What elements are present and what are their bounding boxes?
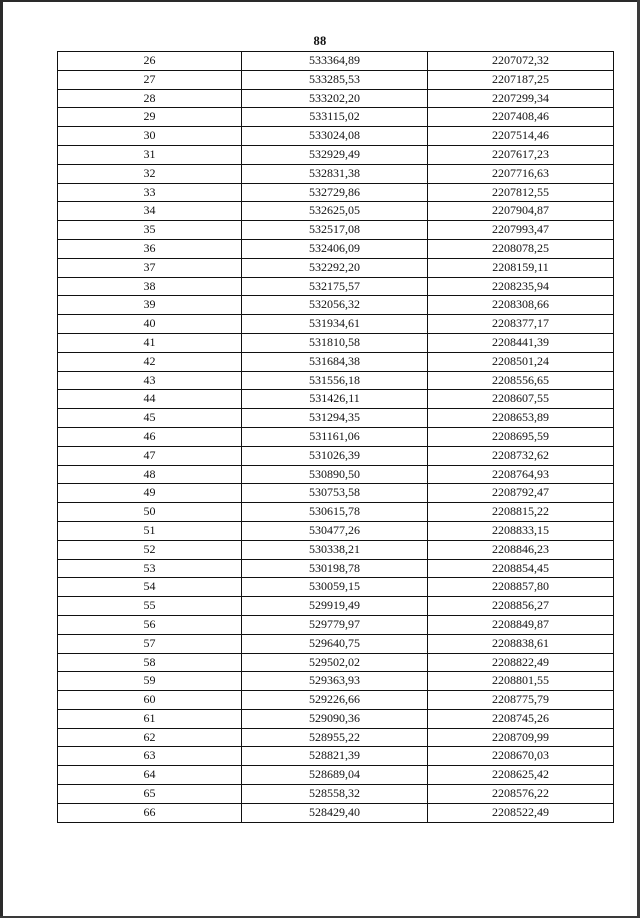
cell-text: 529919,49 [309,598,360,613]
cell-text: 63 [143,748,156,763]
cell-text: 2208501,24 [492,353,549,368]
x-coordinate-cell [242,503,428,522]
point-number-cell [58,315,242,334]
cell-text: 528955,22 [309,729,360,744]
cell-text: 29 [143,109,156,124]
cell-text: 2208764,93 [492,466,549,481]
cell-text: 2207299,34 [492,90,549,105]
table-row [58,333,614,352]
x-coordinate-cell [242,465,428,484]
cell-text: 2208745,26 [492,710,549,725]
point-number-cell [58,409,242,428]
x-coordinate-cell [242,202,428,221]
cell-text: 2208607,55 [492,391,549,406]
y-coordinate-cell [428,145,614,164]
cell-text: 2207993,47 [492,222,549,237]
cell-text: 36 [143,240,156,255]
cell-text: 2208854,45 [492,560,549,575]
point-number-cell [58,465,242,484]
cell-text: 2207812,55 [492,184,549,199]
cell-text: 533115,02 [309,109,360,124]
cell-text: 50 [143,504,156,519]
x-coordinate-cell [242,597,428,616]
x-coordinate-cell [242,540,428,559]
point-number-cell [58,672,242,691]
point-number-cell [58,615,242,634]
point-number-cell [58,352,242,371]
point-number-cell [58,221,242,240]
y-coordinate-cell [428,333,614,352]
y-coordinate-cell [428,70,614,89]
x-coordinate-cell [242,333,428,352]
x-coordinate-cell [242,277,428,296]
point-number-cell [58,89,242,108]
cell-text: 66 [143,804,156,819]
table-row [58,672,614,691]
point-number-cell [58,446,242,465]
y-coordinate-cell [428,465,614,484]
cell-text: 2208732,62 [492,447,549,462]
cell-text: 532517,08 [309,222,360,237]
y-coordinate-cell [428,634,614,653]
point-number-cell [58,145,242,164]
cell-text: 529502,02 [309,654,360,669]
table-row [58,183,614,202]
table-row [58,709,614,728]
y-coordinate-cell [428,277,614,296]
point-number-cell [58,766,242,785]
cell-text: 528558,32 [309,786,360,801]
y-coordinate-cell [428,89,614,108]
cell-text: 52 [143,541,156,556]
y-coordinate-cell [428,52,614,71]
cell-text: 2207716,63 [492,165,549,180]
x-coordinate-cell [242,615,428,634]
point-number-cell [58,691,242,710]
cell-text: 2208846,23 [492,541,549,556]
table-row [58,503,614,522]
y-coordinate-cell [428,709,614,728]
cell-text: 2208833,15 [492,522,549,537]
x-coordinate-cell [242,409,428,428]
cell-text: 65 [143,786,156,801]
x-coordinate-cell [242,446,428,465]
scan-border-left [0,0,3,918]
cell-text: 529779,97 [309,616,360,631]
cell-text: 531684,38 [309,353,360,368]
y-coordinate-cell [428,296,614,315]
cell-text: 532406,09 [309,240,360,255]
cell-text: 2208801,55 [492,673,549,688]
cell-text: 532625,05 [309,203,360,218]
y-coordinate-cell [428,315,614,334]
cell-text: 528689,04 [309,767,360,782]
table-row [58,89,614,108]
y-coordinate-cell [428,559,614,578]
cell-text: 44 [143,391,156,406]
x-coordinate-cell [242,559,428,578]
table-row [58,615,614,634]
cell-text: 529640,75 [309,635,360,650]
y-coordinate-cell [428,653,614,672]
table-row [58,521,614,540]
y-coordinate-cell [428,728,614,747]
table-row [58,446,614,465]
table-row [58,70,614,89]
point-number-cell [58,296,242,315]
cell-text: 2208670,03 [492,748,549,763]
x-coordinate-cell [242,221,428,240]
cell-text: 31 [143,146,156,161]
cell-text: 530059,15 [309,579,360,594]
cell-text: 530890,50 [309,466,360,481]
point-number-cell [58,803,242,822]
point-number-cell [58,503,242,522]
cell-text: 56 [143,616,156,631]
y-coordinate-cell [428,427,614,446]
x-coordinate-cell [242,691,428,710]
cell-text: 530753,58 [309,485,360,500]
cell-text: 62 [143,729,156,744]
point-number-cell [58,728,242,747]
y-coordinate-cell [428,747,614,766]
x-coordinate-cell [242,145,428,164]
cell-text: 2208849,87 [492,616,549,631]
cell-text: 30 [143,128,156,143]
cell-text: 33 [143,184,156,199]
table-row [58,803,614,822]
table-row [58,728,614,747]
y-coordinate-cell [428,258,614,277]
cell-text: 2207187,25 [492,71,549,86]
cell-text: 57 [143,635,156,650]
table-row [58,352,614,371]
table-row [58,484,614,503]
cell-text: 51 [143,522,156,537]
table-row [58,127,614,146]
y-coordinate-cell [428,164,614,183]
cell-text: 532831,38 [309,165,360,180]
x-coordinate-cell [242,371,428,390]
table-row [58,239,614,258]
point-number-cell [58,559,242,578]
point-number-cell [58,634,242,653]
cell-text: 532056,32 [309,297,360,312]
cell-text: 531426,11 [309,391,360,406]
cell-text: 529226,66 [309,692,360,707]
cell-text: 530338,21 [309,541,360,556]
table-row [58,202,614,221]
cell-text: 34 [143,203,156,218]
cell-text: 40 [143,316,156,331]
table-row [58,634,614,653]
point-number-cell [58,371,242,390]
cell-text: 2208815,22 [492,504,549,519]
cell-text: 2208625,42 [492,767,549,782]
x-coordinate-cell [242,709,428,728]
cell-text: 528429,40 [309,804,360,819]
table-row [58,371,614,390]
table-row [58,164,614,183]
x-coordinate-cell [242,52,428,71]
cell-text: 49 [143,485,156,500]
point-number-cell [58,521,242,540]
point-number-cell [58,239,242,258]
cell-text: 2208695,59 [492,428,549,443]
y-coordinate-cell [428,352,614,371]
y-coordinate-cell [428,578,614,597]
table-row [58,653,614,672]
cell-text: 533202,20 [309,90,360,105]
cell-text: 2207514,46 [492,128,549,143]
cell-text: 2208235,94 [492,278,549,293]
point-number-cell [58,164,242,183]
point-number-cell [58,333,242,352]
cell-text: 532729,86 [309,184,360,199]
x-coordinate-cell [242,653,428,672]
y-coordinate-cell [428,446,614,465]
y-coordinate-cell [428,803,614,822]
cell-text: 59 [143,673,156,688]
cell-text: 2208078,25 [492,240,549,255]
cell-text: 35 [143,222,156,237]
cell-text: 58 [143,654,156,669]
point-number-cell [58,597,242,616]
cell-text: 2208377,17 [492,316,549,331]
cell-text: 28 [143,90,156,105]
cell-text: 46 [143,428,156,443]
point-number-cell [58,70,242,89]
y-coordinate-cell [428,484,614,503]
table-row [58,315,614,334]
y-coordinate-cell [428,691,614,710]
table-row [58,145,614,164]
y-coordinate-cell [428,540,614,559]
cell-text: 529090,36 [309,710,360,725]
x-coordinate-cell [242,352,428,371]
cell-text: 54 [143,579,156,594]
point-number-cell [58,540,242,559]
x-coordinate-cell [242,89,428,108]
cell-text: 528821,39 [309,748,360,763]
y-coordinate-cell [428,615,614,634]
cell-text: 530198,78 [309,560,360,575]
table-row [58,296,614,315]
y-coordinate-cell [428,597,614,616]
cell-text: 2208775,79 [492,692,549,707]
point-number-cell [58,127,242,146]
point-number-cell [58,785,242,804]
table-row [58,221,614,240]
page-number: 88 [313,34,327,48]
cell-text: 55 [143,598,156,613]
cell-text: 531294,35 [309,410,360,425]
cell-text: 2208522,49 [492,804,549,819]
y-coordinate-cell [428,409,614,428]
x-coordinate-cell [242,258,428,277]
point-number-cell [58,202,242,221]
cell-text: 531810,58 [309,334,360,349]
cell-text: 43 [143,372,156,387]
cell-text: 2208576,22 [492,786,549,801]
x-coordinate-cell [242,108,428,127]
y-coordinate-cell [428,239,614,258]
point-number-cell [58,427,242,446]
point-number-cell [58,709,242,728]
coordinates-table [57,51,614,823]
cell-text: 41 [143,334,156,349]
table-row [58,559,614,578]
cell-text: 38 [143,278,156,293]
cell-text: 27 [143,71,156,86]
cell-text: 47 [143,447,156,462]
x-coordinate-cell [242,634,428,653]
y-coordinate-cell [428,127,614,146]
y-coordinate-cell [428,766,614,785]
x-coordinate-cell [242,239,428,258]
cell-text: 529363,93 [309,673,360,688]
cell-text: 2207617,23 [492,146,549,161]
y-coordinate-cell [428,785,614,804]
cell-text: 531026,39 [309,447,360,462]
x-coordinate-cell [242,747,428,766]
table-row [58,465,614,484]
cell-text: 533285,53 [309,71,360,86]
cell-text: 2208856,27 [492,598,549,613]
scan-border-top [0,0,640,2]
y-coordinate-cell [428,503,614,522]
table-row [58,108,614,127]
cell-text: 530477,26 [309,522,360,537]
table-row [58,427,614,446]
x-coordinate-cell [242,70,428,89]
point-number-cell [58,52,242,71]
x-coordinate-cell [242,785,428,804]
cell-text: 2208159,11 [492,259,549,274]
cell-text: 2207408,46 [492,109,549,124]
y-coordinate-cell [428,672,614,691]
point-number-cell [58,108,242,127]
y-coordinate-cell [428,390,614,409]
x-coordinate-cell [242,484,428,503]
cell-text: 533364,89 [309,53,360,67]
point-number-cell [58,484,242,503]
cell-text: 532292,20 [309,259,360,274]
cell-text: 2207072,32 [492,53,549,67]
cell-text: 37 [143,259,156,274]
point-number-cell [58,390,242,409]
table-row [58,747,614,766]
point-number-cell [58,747,242,766]
x-coordinate-cell [242,766,428,785]
cell-text: 531934,61 [309,316,360,331]
x-coordinate-cell [242,164,428,183]
x-coordinate-cell [242,315,428,334]
cell-text: 2207904,87 [492,203,549,218]
table-row [58,540,614,559]
table-row [58,409,614,428]
cell-text: 532929,49 [309,146,360,161]
cell-text: 2208792,47 [492,485,549,500]
table-row [58,578,614,597]
cell-text: 2208709,99 [492,729,549,744]
table-row [58,52,614,71]
cell-text: 48 [143,466,156,481]
table-row [58,766,614,785]
cell-text: 2208653,89 [492,410,549,425]
cell-text: 45 [143,410,156,425]
y-coordinate-cell [428,108,614,127]
x-coordinate-cell [242,127,428,146]
table-row [58,258,614,277]
table-row [58,691,614,710]
cell-text: 2208556,65 [492,372,549,387]
cell-text: 42 [143,353,156,368]
cell-text: 531556,18 [309,372,360,387]
x-coordinate-cell [242,521,428,540]
cell-text: 26 [143,53,156,67]
point-number-cell [58,258,242,277]
cell-text: 64 [143,767,156,782]
y-coordinate-cell [428,221,614,240]
table-row [58,785,614,804]
cell-text: 2208308,66 [492,297,549,312]
point-number-cell [58,653,242,672]
cell-text: 60 [143,692,156,707]
x-coordinate-cell [242,296,428,315]
coordinates-table-body [58,52,614,823]
cell-text: 530615,78 [309,504,360,519]
cell-text: 2208441,39 [492,334,549,349]
table-row [58,277,614,296]
y-coordinate-cell [428,521,614,540]
point-number-cell [58,183,242,202]
cell-text: 32 [143,165,156,180]
cell-text: 2208822,49 [492,654,549,669]
cell-text: 2208838,61 [492,635,549,650]
y-coordinate-cell [428,183,614,202]
y-coordinate-cell [428,202,614,221]
cell-text: 533024,08 [309,128,360,143]
x-coordinate-cell [242,183,428,202]
x-coordinate-cell [242,672,428,691]
x-coordinate-cell [242,803,428,822]
x-coordinate-cell [242,427,428,446]
point-number-cell [58,277,242,296]
x-coordinate-cell [242,390,428,409]
point-number-cell [58,578,242,597]
cell-text: 2208857,80 [492,579,549,594]
table-row [58,390,614,409]
cell-text: 531161,06 [309,428,360,443]
x-coordinate-cell [242,578,428,597]
x-coordinate-cell [242,728,428,747]
cell-text: 53 [143,560,156,575]
cell-text: 532175,57 [309,278,360,293]
y-coordinate-cell [428,371,614,390]
table-row [58,597,614,616]
cell-text: 39 [143,297,156,312]
cell-text: 61 [143,710,156,725]
